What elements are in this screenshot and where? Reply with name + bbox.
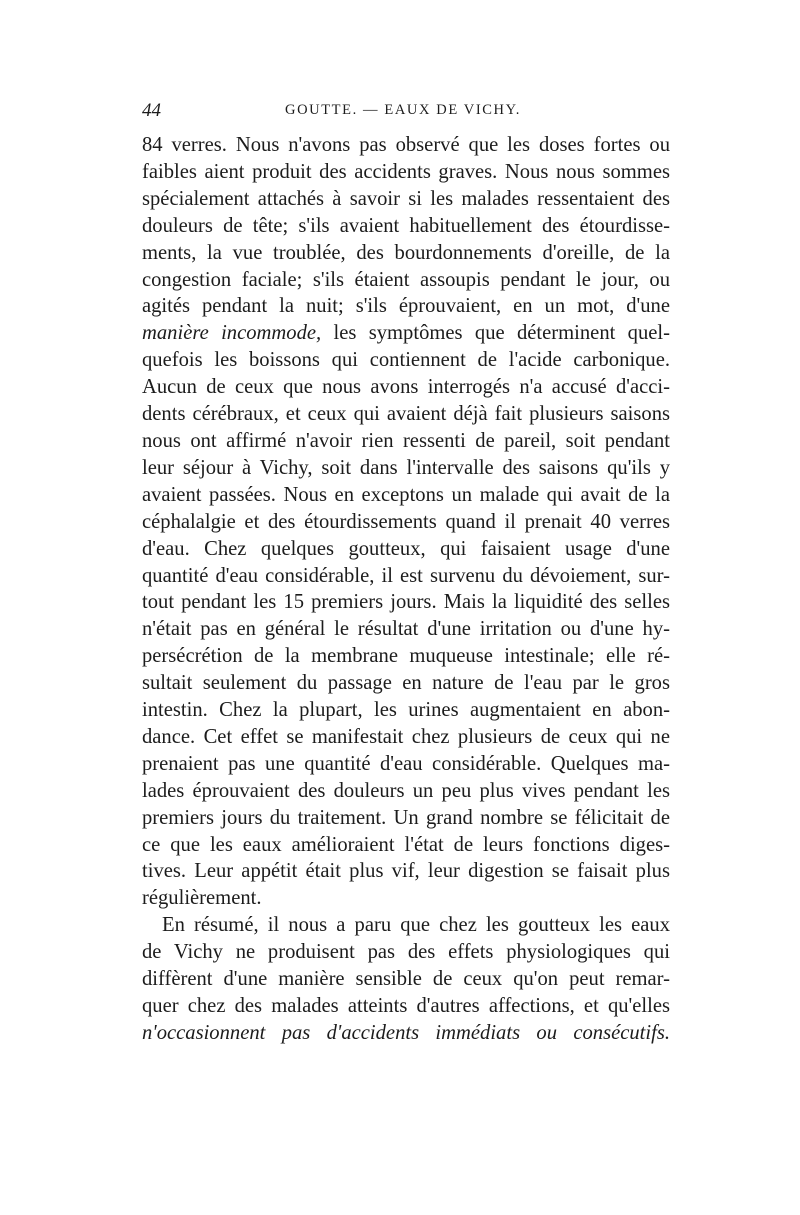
text-line: agités pendant la nuit; s'ils éprouvaient, en un mot, d'une — [142, 295, 670, 318]
body-text — [142, 132, 670, 1047]
text-line: ments, la vue troublée, des bourdonnements d'oreille, de la — [142, 241, 670, 264]
text-line: ce que les eaux amélioraient l'état de leurs fonctions diges- — [142, 833, 670, 856]
text-line: tout pendant les 15 premiers jours. Mais la liquidité des selles — [142, 591, 670, 614]
text-line: leur séjour à Vichy, soit dans l'intervalle des saisons qu'ils y — [142, 456, 670, 479]
text-line: 84 verres. Nous n'avons pas observé que les doses fortes ou — [142, 134, 670, 156]
text-line: quefois les boissons qui contiennent de l'acide carbonique. — [142, 349, 670, 372]
paragraph-2 — [142, 912, 670, 1047]
text-line: n'était pas en général le résultat d'une irritation ou d'une hy- — [142, 618, 670, 641]
text-line: de Vichy ne produisent pas des effets physiologiques qui — [142, 941, 670, 964]
text-line: tives. Leur appétit était plus vif, leur digestion se faisait plus — [142, 860, 670, 883]
text-line: faibles aient produit des accidents graves. Nous nous sommes — [142, 160, 670, 183]
text-line: intestin. Chez la plupart, les urines augmentaient en abon- — [142, 699, 670, 722]
paragraph-1 — [142, 132, 670, 912]
text-line: En résumé, il nous a paru que chez les goutteux les eaux — [162, 914, 670, 937]
text-line: Aucun de ceux que nous avons interrogés n'a accusé d'acci- — [142, 376, 670, 399]
page-header — [142, 100, 670, 126]
text-line: régulièrement. — [142, 887, 262, 910]
text-line: dance. Cet effet se manifestait chez plusieurs de ceux qui ne — [142, 725, 670, 748]
text-line: nous ont affirmé n'avoir rien ressenti de pareil, soit pendant — [142, 429, 670, 452]
text-line: premiers jours du traitement. Un grand nombre se félicitait de — [142, 806, 670, 829]
text-line: dents cérébraux, et ceux qui avaient déjà fait plusieurs saisons — [142, 403, 670, 426]
text-line: céphalalgie et des étourdissements quand il prenait 40 verres — [142, 510, 670, 533]
text-line: quantité d'eau considérable, il est survenu du dévoiement, sur- — [142, 564, 670, 587]
text-line: persécrétion de la membrane muqueuse intestinale; elle ré- — [142, 645, 670, 668]
text-line: d'eau. Chez quelques goutteux, qui faisaient usage d'une — [142, 537, 670, 560]
text-line: congestion faciale; s'ils étaient assoupis pendant le jour, ou — [142, 268, 670, 291]
text-line-with-italic — [142, 320, 670, 347]
page-number: 44 — [142, 100, 161, 121]
italic-phrase: manière incommode, — [142, 322, 322, 345]
text-line: prenaient pas une quantité d'eau considérable. Quelques ma- — [142, 752, 670, 775]
text-line: douleurs de tête; s'ils avaient habituellement des étourdisse- — [142, 214, 670, 237]
text-line: spécialement attachés à savoir si les malades ressentaient des — [142, 187, 670, 210]
italic-conclusion: n'occasionnent pas d'accidents immédiats ou consécutifs. — [142, 1021, 670, 1044]
running-head: GOUTTE. — EAUX DE VICHY. — [285, 102, 522, 118]
book-page — [142, 100, 670, 1047]
text-line: quer chez des malades atteints d'autres affections, et qu'elles — [142, 995, 670, 1017]
text-line: lades éprouvaient des douleurs un peu plus vives pendant les — [142, 779, 670, 802]
text-line: avaient passées. Nous en exceptons un malade qui avait de la — [142, 483, 670, 506]
text-line-italic — [142, 1020, 670, 1047]
text-line: diffèrent d'une manière sensible de ceux qu'on peut remar- — [142, 968, 670, 991]
text-line-rest: les symptômes que déterminent quel- — [321, 322, 670, 345]
text-line: sultait seulement du passage en nature de l'eau par le gros — [142, 672, 670, 695]
